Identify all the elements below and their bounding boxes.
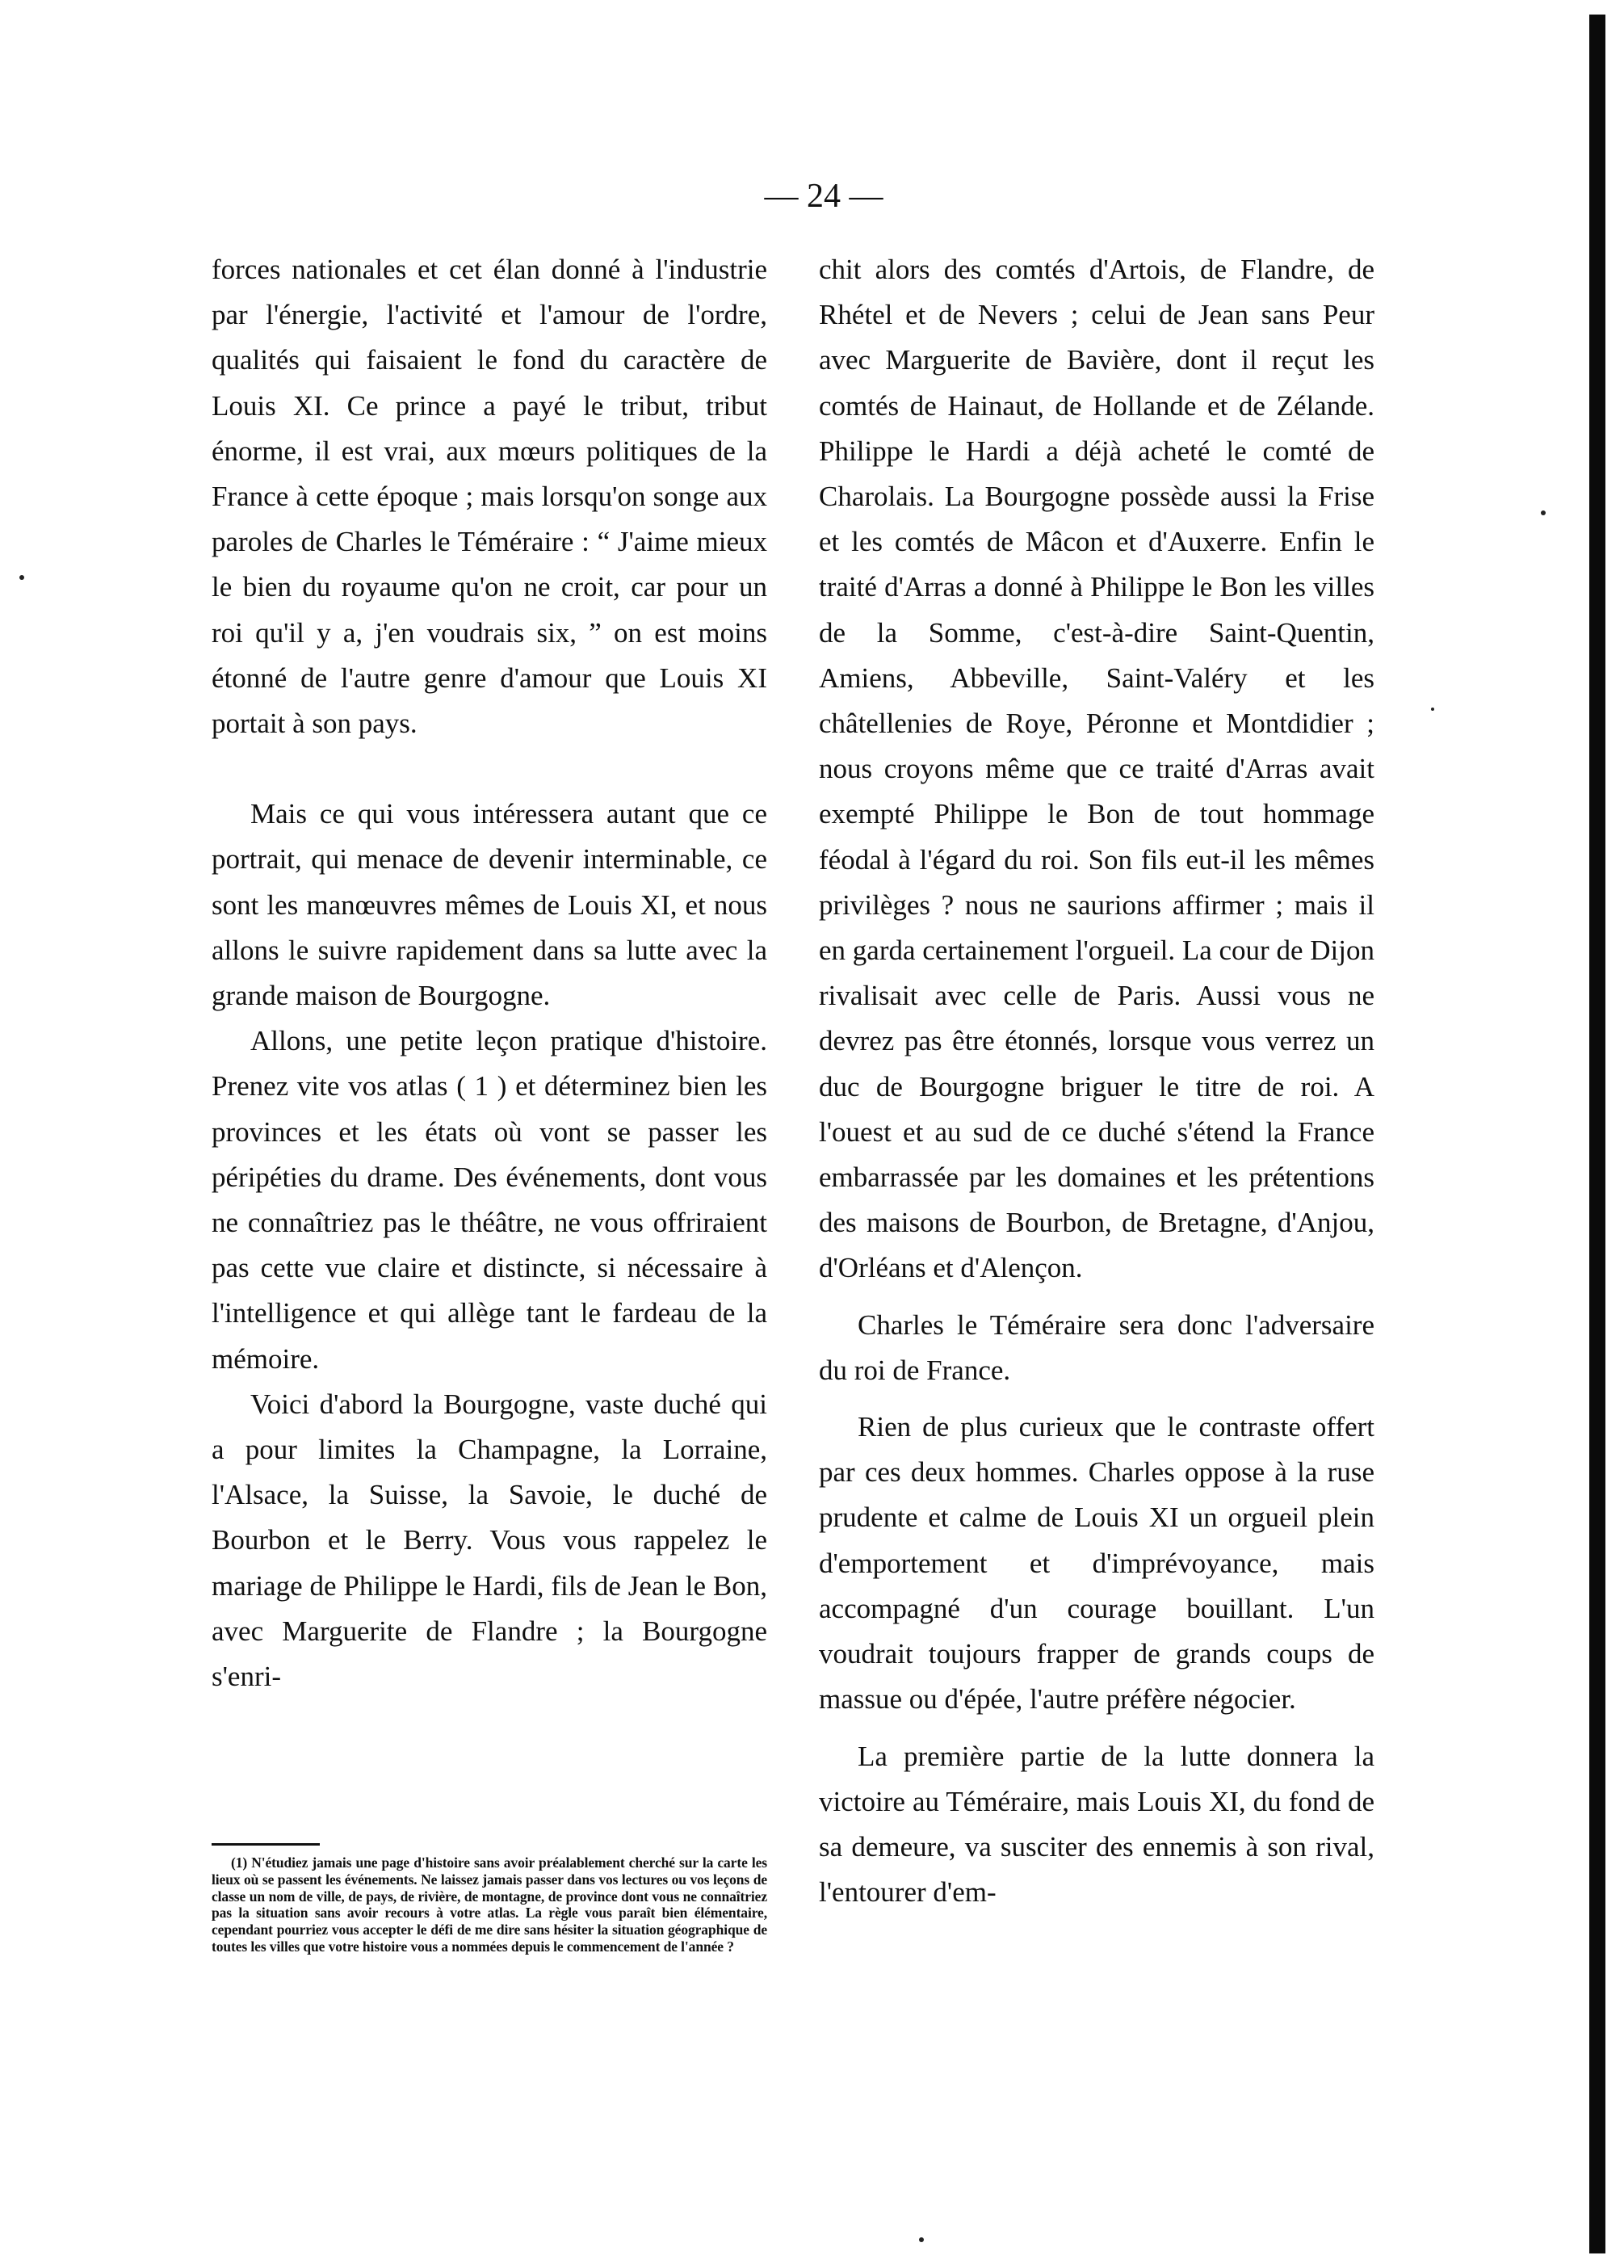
footnote: (1) N'étudiez jamais une page d'histoire sans avoir préalablement cherché sur la carte les lieux où se passent les événements. Ne laissez jamais passer dans vos lectures ou vos leçons de classe un nom de ville, de pays, de rivière, de montagne, de province dont vous ne connaîtriez pas la situation sans avoir recours à votre atlas. La règle vous paraît bien élémentaire, cependant pourriez vous accepter le défi de me dire sans hésiter la situation géographique de toutes les villes que votre histoire vous a nommées depuis le commencement de l'année ? [212,1854,767,1955]
footnote-divider [212,1843,320,1846]
scan-speck [919,2237,924,2242]
right-column [819,247,1374,1915]
paragraph: Mais ce qui vous intéressera autant que ce portrait, qui menace de devenir interminable, ce sont les manœuvres mêmes de Louis XI, et nous allons le suivre rapidement dans sa lutte avec la grande maison de Bourgogne. [212,798,767,1012]
scan-speck [19,575,24,580]
paragraph: La première partie de la lutte donnera la victoire au Téméraire, mais Louis XI, du fond de sa demeure, va susciter des ennemis à son rival, l'entourer d'em- [819,1740,1374,1909]
paragraph: Charles le Téméraire sera donc l'adversaire du roi de France. [819,1308,1374,1386]
paragraph: Rien de plus curieux que le contraste offert par ces deux hommes. Charles oppose à la ruse prudente et calme de Louis XI un orgueil plein d'emportement et d'imprévoyance, mais accompagné d'un courage bouillant. L'un voudrait toujours frapper de grands coups de massue ou d'épée, l'autre préfère négocier. [819,1411,1374,1716]
paragraph: forces nationales et cet élan donné à l'industrie par l'énergie, l'activité et l'amour de l'ordre, qualités qui faisaient le fond du caractère de Louis XI. Ce prince a payé le tribut, tribut énorme, il est vrai, aux mœurs politiques de la France à cette époque ; mais lorsqu'on songe aux paroles de Charles le Téméraire : “ J'aime mieux le bien du royaume qu'on ne croit, car pour un roi qu'il y a, j'en voudrais six, ” on est moins étonné de l'autre genre d'amour que Louis XI portait à son pays. [212,254,767,740]
paragraph: Voici d'abord la Bourgogne, vaste duché qui a pour limites la Champagne, la Lorraine, l'Alsace, la Suisse, la Savoie, le duché de Bourbon et le Berry. Vous vous rappelez le mariage de Philippe le Hardi, fils de Jean le Bon, avec Marguerite de Flandre ; la Bourgogne s'enri- [212,1388,767,1693]
scan-speck [1431,708,1434,711]
paragraph: Allons, une petite leçon pratique d'histoire. Prenez vite vos atlas ( 1 ) et déterminez bien les provinces et les états où vont se passer les péripéties du drame. Des événements, dont vous ne connaîtriez pas le théâtre, ne vous offriraient pas cette vue claire et distincte, si nécessaire à l'intelligence et qui allège tant le fardeau de la mémoire. [212,1025,767,1375]
scan-edge-bar [1589,15,1605,2253]
scan-speck [1541,510,1546,515]
left-column [212,247,767,1699]
paragraph: chit alors des comtés d'Artois, de Flandre, de Rhétel et de Nevers ; celui de Jean sans Peur avec Marguerite de Bavière, dont il reçut les comtés de Hainaut, de Hollande et de Zélande. Philippe le Hardi a déjà acheté le comté de Charolais. La Bourgogne possède aussi la Frise et les comtés de Mâcon et d'Auxerre. Enfin le traité d'Arras a donné à Philippe le Bon les villes de la Somme, c'est-à-dire Saint-Quentin, Amiens, Abbeville, Saint-Valéry et les châtellenies de Roye, Péronne et Montdidier ; nous croyons même que ce traité d'Arras avait exempté Philippe le Bon de tout hommage féodal à l'égard du roi. Son fils eut-il les mêmes privilèges ? nous ne saurions affirmer ; mais il en garda certainement l'orgueil. La cour de Dijon rivalisait avec celle de Paris. Aussi vous ne devrez pas être étonnés, lorsque vous verrez un duc de Bourgogne briguer le titre de roi. A l'ouest et au sud de ce duché s'étend la France embarrassée par les domaines et les prétentions des maisons de Bourbon, de Bretagne, d'Anjou, d'Orléans et d'Alençon. [819,254,1374,1284]
page-number: — 24 — [764,178,883,215]
